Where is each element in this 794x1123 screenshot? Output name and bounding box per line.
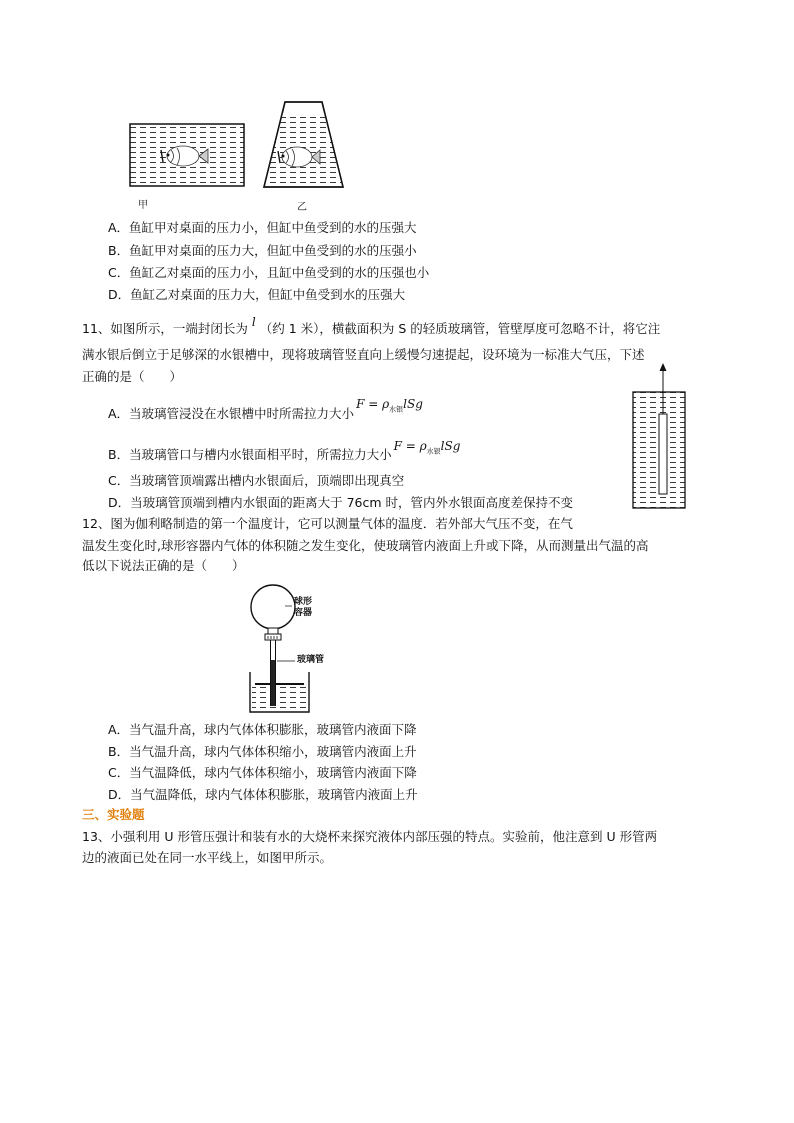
q12-stem-line-2: 温发生变化时,球形容器内气体的体积随之发生变化，使玻璃管内液面上升或下降，从而测量出气温的高 [82,538,649,553]
q13-stem-line-1: 13、小强利用 U 形管压强计和装有水的大烧杯来探究液体内部压强的特点。实验前，他注意到 U 形管两 [82,829,658,844]
q11-option-b-text: B．当玻璃管口与槽内水银面相平时，所需拉力大小 [108,447,392,462]
q11-option-c: C．当玻璃管顶端露出槽内水银面后，顶端即出现真空 [108,473,405,488]
formula-tail: lSg [440,439,461,453]
q12-option-c: C．当气温降低，球内气体体积缩小，玻璃管内液面下降 [108,765,417,780]
mercury-tank-figure [633,363,685,508]
formula-sub: 水银 [389,405,404,414]
q13-stem-line-2: 边的液面已处在同一水平线上，如图甲所示。 [82,850,333,865]
figure-label-a: 甲 [138,200,148,211]
q12-option-d: D．当气温降低，球内气体体积膨胀，玻璃管内液面上升 [108,787,418,802]
figure-label-b: 乙 [297,202,307,213]
formula-sub: 水银 [426,447,441,456]
q11-option-b [108,439,461,469]
q10-option-c: C．鱼缸乙对桌面的压力小，且缸中鱼受到的水的压强也小 [108,265,430,280]
q12-option-b: B．当气温升高，球内气体体积缩小，玻璃管内液面上升 [108,744,417,759]
q11-formula-b [393,439,461,456]
q11-stem-line-1 [82,315,661,338]
q11-stem-1b: （约 1 米），横截面积为 S 的轻质玻璃管，管壁厚度可忽略不计，将它注 [259,321,661,336]
arrow-up-icon [660,363,667,371]
q12-stem-line-1: 12、图为伽利略制造的第一个温度计，它可以测量气体的温度．若外部大气压不变，在气 [82,516,573,531]
q10-option-a: A．鱼缸甲对桌面的压力小，但缸中鱼受到的水的压强大 [108,220,417,235]
q11-var-l: l [251,315,256,329]
q11-stem-line-3: 正确的是（ ） [82,369,183,384]
q10-option-d: D．鱼缸乙对桌面的压力大，但缸中鱼受到水的压强大 [108,287,406,302]
q10-option-b: B．鱼缸甲对桌面的压力大，但缸中鱼受到的水的压强小 [108,243,417,258]
q11-stem-line-2: 满水银后倒立于足够深的水银槽中，现将玻璃管竖直向上缓慢匀速提起，设环境为一标准大气压，下述 [82,347,645,362]
label-tube: 玻璃管 [297,655,325,665]
q11-option-d: D．当玻璃管顶端到槽内水银面的距离大于 76cm 时，管内外水银面高度差保持不变 [108,495,574,510]
fish-tank-a-figure [130,124,244,186]
section-heading: 三、实验题 [82,807,145,822]
fish-tank-b-figure [264,102,343,187]
formula-tail: lSg [403,397,423,411]
q12-option-a: A．当气温升高，球内气体体积膨胀，玻璃管内液面下降 [108,722,417,737]
q11-stem-1a: 11、如图所示，一端封闭长为 [82,321,248,336]
q11-option-a-text: A．当玻璃管浸没在水银槽中时所需拉力大小 [108,406,355,421]
q11-formula-a [356,397,423,414]
label-bulb-line-1: 球形 [294,597,313,607]
q12-stem-line-3: 低以下说法正确的是（ ） [82,558,245,573]
label-bulb-line-2: 容器 [294,608,313,618]
formula-main: F = ρ [393,439,427,453]
formula-main: F = ρ [356,397,390,411]
